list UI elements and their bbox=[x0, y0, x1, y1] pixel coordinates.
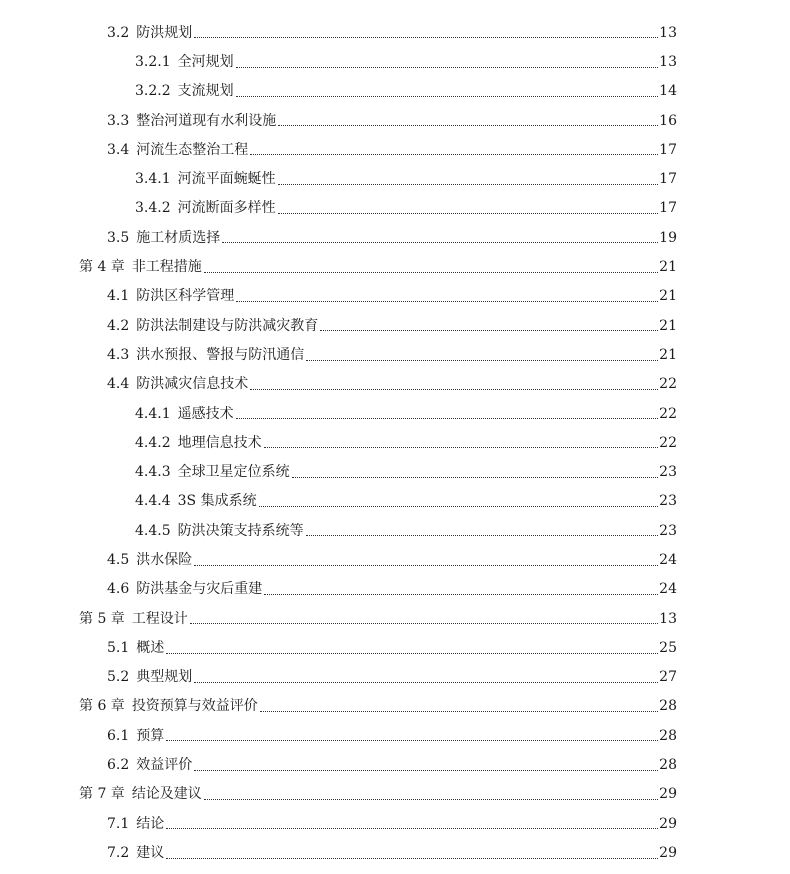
toc-entry-label bbox=[79, 787, 202, 801]
toc-entry-page-number: 28 bbox=[659, 727, 677, 744]
toc-dot-leader bbox=[278, 125, 658, 126]
toc-entry-number: 4.4 bbox=[107, 376, 130, 393]
toc-entry-title: 河流平面蜿蜒性 bbox=[177, 171, 276, 188]
toc-entry-page-number: 13 bbox=[659, 610, 677, 627]
toc-dot-leader bbox=[292, 477, 659, 478]
toc-entry-page-number: 22 bbox=[659, 405, 677, 422]
toc-entry-number: 4.1 bbox=[107, 288, 130, 305]
toc-entry-label bbox=[107, 582, 262, 596]
toc-entry-number: 3.2.2 bbox=[135, 83, 171, 100]
toc-dot-leader bbox=[222, 242, 658, 243]
toc-entry[interactable] bbox=[0, 750, 790, 779]
toc-entry-number: 4.4.2 bbox=[135, 434, 171, 451]
toc-entry-page-number: 29 bbox=[659, 844, 677, 861]
toc-entry[interactable] bbox=[0, 516, 790, 545]
toc-entry[interactable] bbox=[0, 311, 790, 340]
toc-entry-page-number: 23 bbox=[659, 522, 677, 539]
toc-entry-label bbox=[107, 289, 234, 303]
toc-entry-page-number: 13 bbox=[659, 53, 677, 70]
toc-entry[interactable] bbox=[0, 47, 790, 76]
toc-entry-number: 3.4.1 bbox=[135, 171, 171, 188]
toc-entry-label bbox=[107, 377, 248, 391]
toc-entry-title: 全球卫星定位系统 bbox=[177, 464, 290, 481]
toc-entry[interactable] bbox=[0, 692, 790, 721]
toc-entry-title: 典型规划 bbox=[136, 669, 193, 686]
toc-entry-title: 洪水保险 bbox=[136, 551, 193, 568]
toc-entry-page-number: 21 bbox=[659, 317, 677, 334]
toc-entry-page-number: 24 bbox=[659, 551, 677, 568]
toc-entry-label bbox=[107, 729, 164, 743]
toc-entry-title: 防洪基金与灾后重建 bbox=[136, 581, 263, 598]
toc-entry-number: 6.1 bbox=[107, 727, 130, 744]
toc-entry-page-number: 23 bbox=[659, 464, 677, 481]
toc-dot-leader bbox=[166, 858, 658, 859]
toc-entry-label bbox=[135, 494, 257, 508]
toc-entry-page-number: 13 bbox=[659, 24, 677, 41]
toc-dot-leader bbox=[166, 828, 658, 829]
toc-entry-number: 3.3 bbox=[107, 112, 130, 129]
toc-entry-title: 概述 bbox=[136, 639, 165, 656]
toc-entry-number: 4.3 bbox=[107, 346, 130, 363]
toc-dot-leader bbox=[236, 67, 659, 68]
toc-entry-page-number: 29 bbox=[659, 815, 677, 832]
toc-entry-page-number: 21 bbox=[659, 288, 677, 305]
toc-entry-number: 第 4 章 bbox=[79, 259, 125, 276]
toc-entry-title: 地理信息技术 bbox=[177, 434, 262, 451]
table-of-contents bbox=[0, 18, 790, 868]
toc-entry-label bbox=[135, 465, 290, 479]
toc-entry-title: 全河规划 bbox=[177, 53, 234, 70]
toc-entry-page-number: 28 bbox=[659, 757, 677, 774]
toc-entry[interactable] bbox=[0, 135, 790, 164]
toc-entry-title: 防洪法制建设与防洪减灾教育 bbox=[136, 317, 319, 334]
toc-entry-title: 河流断面多样性 bbox=[177, 200, 276, 217]
toc-entry-number: 4.4.4 bbox=[135, 493, 171, 510]
toc-entry-number: 4.4.3 bbox=[135, 464, 171, 481]
toc-entry-title: 河流生态整治工程 bbox=[136, 141, 249, 158]
toc-entry[interactable] bbox=[0, 252, 790, 281]
toc-entry-page-number: 29 bbox=[659, 786, 677, 803]
toc-dot-leader bbox=[278, 213, 659, 214]
toc-entry-title: 防洪减灾信息技术 bbox=[136, 376, 249, 393]
toc-entry-number: 第 6 章 bbox=[79, 698, 125, 715]
toc-entry-label bbox=[135, 524, 304, 538]
toc-entry-label bbox=[135, 55, 234, 69]
toc-entry-label bbox=[79, 699, 258, 713]
toc-dot-leader bbox=[194, 565, 658, 566]
toc-entry-number: 4.2 bbox=[107, 317, 130, 334]
toc-entry-label bbox=[107, 231, 220, 245]
toc-entry-title: 结论 bbox=[136, 815, 165, 832]
toc-entry-label bbox=[107, 114, 276, 128]
toc-entry-label bbox=[135, 436, 262, 450]
toc-entry[interactable] bbox=[0, 633, 790, 662]
toc-entry-page-number: 19 bbox=[659, 229, 677, 246]
toc-entry[interactable] bbox=[0, 194, 790, 223]
toc-entry-title: 施工材质选择 bbox=[136, 229, 221, 246]
toc-entry[interactable] bbox=[0, 399, 790, 428]
toc-entry-number: 3.2.1 bbox=[135, 53, 171, 70]
toc-entry-title: 预算 bbox=[136, 727, 165, 744]
toc-dot-leader bbox=[190, 623, 658, 624]
toc-entry-page-number: 27 bbox=[659, 669, 677, 686]
toc-entry-page-number: 17 bbox=[659, 141, 677, 158]
toc-entry-title: 防洪区科学管理 bbox=[136, 288, 235, 305]
toc-entry-number: 4.5 bbox=[107, 551, 130, 568]
toc-entry-title: 结论及建议 bbox=[131, 786, 202, 803]
toc-entry-number: 3.5 bbox=[107, 229, 130, 246]
toc-dot-leader bbox=[260, 711, 658, 712]
toc-entry-number: 4.4.1 bbox=[135, 405, 171, 422]
toc-entry[interactable] bbox=[0, 18, 790, 47]
toc-entry[interactable] bbox=[0, 340, 790, 369]
toc-entry-number: 3.2 bbox=[107, 24, 130, 41]
toc-dot-leader bbox=[166, 653, 658, 654]
toc-entry-title: 建议 bbox=[136, 844, 165, 861]
toc-entry-page-number: 24 bbox=[659, 581, 677, 598]
toc-entry[interactable] bbox=[0, 282, 790, 311]
toc-dot-leader bbox=[278, 184, 659, 185]
toc-entry-page-number: 21 bbox=[659, 346, 677, 363]
toc-dot-leader bbox=[306, 535, 659, 536]
toc-dot-leader bbox=[194, 37, 658, 38]
toc-entry-number: 5.1 bbox=[107, 639, 130, 656]
toc-entry-title: 防洪决策支持系统等 bbox=[177, 522, 304, 539]
toc-entry[interactable] bbox=[0, 780, 790, 809]
toc-entry-title: 防洪规划 bbox=[136, 24, 193, 41]
toc-entry-label bbox=[79, 612, 188, 626]
toc-dot-leader bbox=[306, 360, 658, 361]
toc-entry-label bbox=[135, 84, 234, 98]
toc-entry-label bbox=[107, 758, 192, 772]
toc-entry-page-number: 16 bbox=[659, 112, 677, 129]
toc-entry[interactable] bbox=[0, 164, 790, 193]
toc-entry[interactable] bbox=[0, 428, 790, 457]
toc-dot-leader bbox=[264, 447, 659, 448]
toc-entry-number: 第 7 章 bbox=[79, 786, 125, 803]
toc-dot-leader bbox=[166, 740, 658, 741]
toc-entry-title: 非工程措施 bbox=[131, 259, 202, 276]
toc-entry-label bbox=[107, 553, 192, 567]
toc-entry[interactable] bbox=[0, 721, 790, 750]
toc-entry-page-number: 22 bbox=[659, 376, 677, 393]
toc-entry[interactable] bbox=[0, 663, 790, 692]
toc-dot-leader bbox=[204, 799, 658, 800]
toc-dot-leader bbox=[264, 594, 658, 595]
toc-dot-leader bbox=[204, 272, 658, 273]
toc-entry-number: 7.1 bbox=[107, 815, 130, 832]
toc-entry[interactable] bbox=[0, 106, 790, 135]
toc-entry[interactable] bbox=[0, 604, 790, 633]
toc-dot-leader bbox=[250, 389, 658, 390]
toc-entry-title: 效益评价 bbox=[136, 757, 193, 774]
toc-entry-label bbox=[107, 670, 192, 684]
toc-dot-leader bbox=[236, 418, 659, 419]
toc-entry-label bbox=[107, 348, 304, 362]
toc-entry[interactable] bbox=[0, 223, 790, 252]
toc-entry-page-number: 14 bbox=[659, 83, 677, 100]
toc-entry[interactable] bbox=[0, 370, 790, 399]
toc-dot-leader bbox=[194, 770, 658, 771]
toc-dot-leader bbox=[320, 330, 658, 331]
toc-entry[interactable] bbox=[0, 487, 790, 516]
toc-entry-label bbox=[135, 407, 234, 421]
toc-entry[interactable] bbox=[0, 545, 790, 574]
toc-entry-label bbox=[107, 319, 318, 333]
toc-entry[interactable] bbox=[0, 77, 790, 106]
toc-entry-title: 整治河道现有水利设施 bbox=[136, 112, 277, 129]
toc-entry-title: 洪水预报、警报与防汛通信 bbox=[136, 346, 305, 363]
toc-dot-leader bbox=[250, 154, 658, 155]
toc-entry-page-number: 21 bbox=[659, 259, 677, 276]
toc-entry-number: 6.2 bbox=[107, 757, 130, 774]
toc-entry-number: 4.4.5 bbox=[135, 522, 171, 539]
toc-entry-page-number: 23 bbox=[659, 493, 677, 510]
toc-dot-leader bbox=[194, 682, 658, 683]
toc-entry-number: 第 5 章 bbox=[79, 610, 125, 627]
toc-entry-title: 工程设计 bbox=[131, 610, 188, 627]
toc-entry[interactable] bbox=[0, 575, 790, 604]
toc-entry-number: 3.4.2 bbox=[135, 200, 171, 217]
toc-entry-number: 4.6 bbox=[107, 581, 130, 598]
toc-entry-page-number: 17 bbox=[659, 171, 677, 188]
toc-entry[interactable] bbox=[0, 838, 790, 867]
toc-entry-number: 3.4 bbox=[107, 141, 130, 158]
toc-entry-page-number: 17 bbox=[659, 200, 677, 217]
toc-entry-number: 5.2 bbox=[107, 669, 130, 686]
toc-entry-page-number: 22 bbox=[659, 434, 677, 451]
toc-entry-label bbox=[107, 641, 164, 655]
toc-entry-page-number: 28 bbox=[659, 698, 677, 715]
toc-entry-label bbox=[79, 260, 202, 274]
toc-entry-title: 遥感技术 bbox=[177, 405, 234, 422]
toc-entry-label bbox=[107, 846, 164, 860]
toc-entry-title: 支流规划 bbox=[177, 83, 234, 100]
toc-entry-title: 投资预算与效益评价 bbox=[131, 698, 258, 715]
toc-entry-title: 3S 集成系统 bbox=[177, 493, 257, 510]
toc-entry[interactable] bbox=[0, 809, 790, 838]
toc-entry-label bbox=[135, 201, 276, 215]
toc-entry-label bbox=[107, 26, 192, 40]
toc-dot-leader bbox=[259, 506, 659, 507]
toc-entry-label bbox=[135, 172, 276, 186]
toc-dot-leader bbox=[236, 96, 659, 97]
toc-entry-label bbox=[107, 143, 248, 157]
toc-dot-leader bbox=[236, 301, 658, 302]
toc-entry-page-number: 25 bbox=[659, 639, 677, 656]
toc-entry-number: 7.2 bbox=[107, 844, 130, 861]
toc-entry[interactable] bbox=[0, 457, 790, 486]
toc-entry-label bbox=[107, 817, 164, 831]
